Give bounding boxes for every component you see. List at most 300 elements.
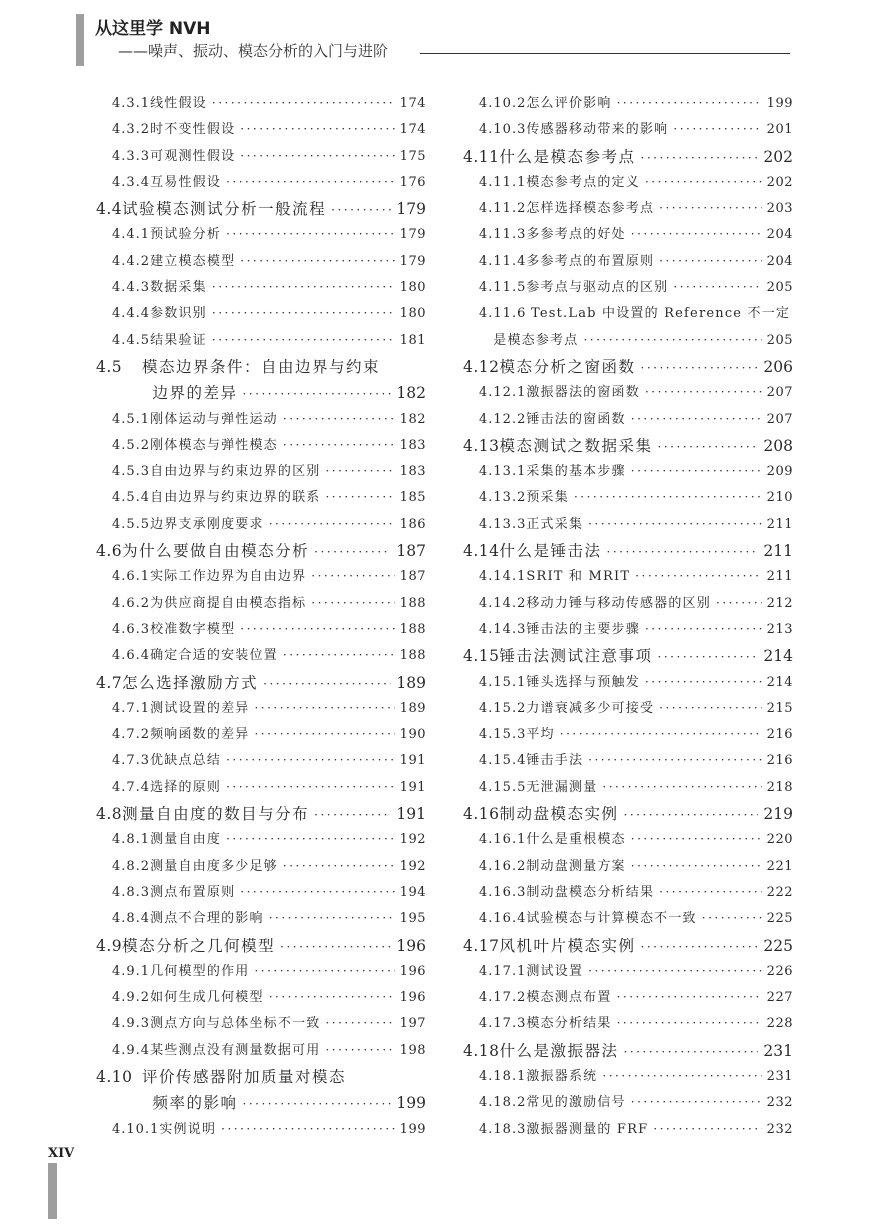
toc-entry-page: 188 bbox=[399, 621, 426, 637]
toc-entry-number: 4.12.2 bbox=[479, 411, 527, 427]
toc-leader-dots bbox=[560, 727, 762, 741]
toc-entry-page: 225 bbox=[763, 936, 793, 955]
toc-subsection-entry bbox=[463, 697, 793, 723]
toc-entry-title: 什么是锤击法 bbox=[499, 542, 602, 561]
toc-entry-number: 4.11.4 bbox=[479, 253, 527, 269]
toc-entry-title: 为什么要做自由模态分析 bbox=[122, 542, 310, 561]
toc-entry-number: 4.3.3 bbox=[112, 148, 151, 164]
toc-entry-page: 228 bbox=[766, 1016, 793, 1032]
toc-subsection-entry bbox=[96, 907, 426, 933]
toc-entry-title: 怎么评价影响 bbox=[526, 96, 612, 111]
toc-leader-dots bbox=[212, 96, 395, 110]
toc-leader-dots bbox=[240, 885, 394, 899]
toc-entry-number: 4.16.3 bbox=[479, 884, 527, 900]
toc-subsection-entry bbox=[96, 171, 426, 197]
toc-leader-dots bbox=[311, 569, 394, 583]
toc-subsection-entry bbox=[463, 1012, 793, 1038]
toc-subsection-entry bbox=[463, 618, 793, 644]
toc-entry-page: 179 bbox=[399, 227, 426, 243]
toc-entry-title: 测点方向与总体坐标不一致 bbox=[150, 1016, 321, 1032]
toc-subsection-entry bbox=[96, 828, 426, 854]
toc-leader-dots bbox=[635, 569, 761, 583]
toc-entry-title: 试验模态与计算模态不一致 bbox=[526, 911, 697, 927]
toc-entry-title: 为供应商提自由模态指标 bbox=[150, 595, 307, 611]
toc-subsection-entry bbox=[463, 486, 793, 512]
toc-subsection-entry bbox=[463, 960, 793, 986]
toc-entry-title: 什么是激振器法 bbox=[499, 1041, 619, 1060]
toc-section-entry bbox=[96, 802, 426, 828]
toc-leader-dots bbox=[631, 832, 762, 846]
toc-subsection-entry bbox=[96, 434, 426, 460]
toc-subsection-entry bbox=[96, 1118, 426, 1144]
toc-leader-dots bbox=[226, 832, 395, 846]
toc-entry-number: 4.3.1 bbox=[112, 96, 151, 111]
toc-entry-title: 互易性假设 bbox=[150, 174, 222, 190]
toc-entry-page: 215 bbox=[766, 700, 793, 716]
toc-entry-number: 4.16 bbox=[463, 805, 500, 824]
toc-entry-title: 测量自由度多少足够 bbox=[150, 858, 278, 874]
toc-leader-dots bbox=[226, 780, 395, 794]
toc-subsection-entry bbox=[463, 1091, 793, 1117]
toc-subsection-entry bbox=[96, 223, 426, 249]
toc-leader-dots bbox=[325, 1043, 394, 1057]
toc-entry-number: 4.4.5 bbox=[112, 332, 151, 348]
toc-entry-page: 186 bbox=[399, 516, 426, 532]
toc-leader-dots bbox=[588, 517, 762, 531]
toc-entry-number: 4.12 bbox=[463, 357, 500, 376]
toc-entry-number: 4.8.1 bbox=[112, 832, 151, 848]
toc-entry-number: 4.4.1 bbox=[112, 227, 151, 243]
toc-section-entry bbox=[463, 145, 793, 171]
toc-subsection-entry bbox=[96, 460, 426, 486]
toc-entry-title: 自由边界与约束边界的联系 bbox=[150, 490, 321, 506]
toc-entry-number: 4.14.2 bbox=[479, 595, 527, 611]
toc-entry-page: 231 bbox=[763, 1041, 793, 1060]
toc-entry-title: 可观测性假设 bbox=[150, 148, 236, 164]
toc-entry-title: 怎样选择模态参考点 bbox=[526, 201, 655, 217]
toc-entry-number: 4.13.1 bbox=[479, 464, 527, 480]
toc-entry-title: 结果验证 bbox=[150, 332, 207, 348]
toc-subsection-entry bbox=[463, 671, 793, 697]
toc-leader-dots bbox=[602, 780, 761, 794]
toc-subsection-entry bbox=[463, 171, 793, 197]
toc-entry-page: 216 bbox=[766, 753, 793, 769]
toc-subsection-entry bbox=[96, 276, 426, 302]
toc-leader-dots bbox=[283, 648, 395, 662]
toc-leader-dots bbox=[254, 701, 394, 715]
toc-entry-page: 187 bbox=[396, 542, 426, 561]
toc-entry-number: 4.15.3 bbox=[479, 727, 527, 743]
toc-subsection-entry bbox=[463, 381, 793, 407]
toc-subsection-entry bbox=[463, 986, 793, 1012]
toc-entry-title: 模态参考点的定义 bbox=[526, 174, 640, 190]
toc-entry-number: 4.3.2 bbox=[112, 122, 151, 138]
toc-leader-dots bbox=[254, 727, 394, 741]
toc-entry-number: 4.5.3 bbox=[112, 464, 151, 480]
toc-leader-dots bbox=[624, 1045, 759, 1059]
toc-entry-title: 测点布置原则 bbox=[150, 884, 236, 900]
toc-entry-page: 196 bbox=[399, 990, 426, 1006]
footer-side-bar bbox=[48, 1163, 57, 1219]
toc-section-entry bbox=[463, 934, 793, 960]
toc-leader-dots bbox=[283, 438, 395, 452]
toc-entry-number: 4.18.3 bbox=[479, 1121, 527, 1137]
toc-subsection-entry bbox=[96, 486, 426, 512]
toc-entry-page: 202 bbox=[763, 147, 793, 166]
toc-entry-number: 4.16.4 bbox=[479, 911, 527, 927]
toc-leader-dots bbox=[659, 201, 762, 215]
toc-entry-number: 4.17.1 bbox=[479, 963, 527, 979]
toc-entry-page: 204 bbox=[766, 253, 793, 269]
toc-entry-number: 4.17.3 bbox=[479, 1016, 527, 1032]
toc-entry-number: 4.6.3 bbox=[112, 621, 151, 637]
toc-entry-number: 4.5.4 bbox=[112, 490, 151, 506]
toc-leader-dots bbox=[631, 227, 762, 241]
toc-leader-dots bbox=[212, 306, 395, 320]
toc-entry-number: 4.9.4 bbox=[112, 1042, 151, 1058]
toc-entry-title: 测点不合理的影响 bbox=[150, 911, 264, 927]
toc-entry-page: 208 bbox=[763, 436, 793, 455]
toc-entry-page: 198 bbox=[399, 1042, 426, 1058]
toc-entry-page: 220 bbox=[766, 832, 793, 848]
toc-entry-title: 模态边界条件：自由边界与约束 bbox=[142, 357, 381, 376]
toc-entry-number: 4.17.2 bbox=[479, 990, 527, 1006]
toc-entry-title: 什么是模态参考点 bbox=[499, 147, 636, 166]
toc-subsection-entry bbox=[463, 592, 793, 618]
toc-entry-number: 4.11.1 bbox=[479, 174, 527, 190]
toc-section-entry bbox=[463, 644, 793, 670]
toc-entry-page: 226 bbox=[766, 963, 793, 979]
toc-entry-number: 4.10.2 bbox=[479, 96, 527, 111]
toc-entry-page: 232 bbox=[766, 1095, 793, 1111]
toc-entry-title: 评价传感器附加质量对模态 bbox=[142, 1067, 347, 1086]
toc-entry-page: 192 bbox=[399, 858, 426, 874]
toc-entry-page: 183 bbox=[399, 464, 426, 480]
toc-entry-number: 4.8.4 bbox=[112, 911, 151, 927]
toc-entry-number: 4.6.2 bbox=[112, 595, 151, 611]
toc-subsection-entry bbox=[96, 855, 426, 881]
toc-entry-number: 4.14.3 bbox=[479, 621, 527, 637]
toc-entry-title: 锤击法的主要步骤 bbox=[526, 621, 640, 637]
toc-entry-title: 模态测点布置 bbox=[526, 990, 612, 1006]
toc-entry-number: 4.17 bbox=[463, 936, 500, 955]
toc-section-entry bbox=[96, 381, 426, 407]
toc-entry-number: 4.7.4 bbox=[112, 779, 151, 795]
toc-entry-title: 多参考点的布置原则 bbox=[526, 253, 655, 269]
toc-entry-number: 4.10 bbox=[96, 1067, 133, 1086]
toc-subsection-entry bbox=[463, 250, 793, 276]
toc-subsection-entry bbox=[463, 197, 793, 223]
toc-entry-number: 4.5.2 bbox=[112, 437, 151, 453]
toc-entry-title: 线性假设 bbox=[150, 96, 207, 111]
toc-leader-dots bbox=[641, 151, 759, 165]
toc-leader-dots bbox=[283, 412, 395, 426]
toc-entry-number: 4.15.5 bbox=[479, 779, 527, 795]
toc-entry-page: 225 bbox=[766, 911, 793, 927]
toc-entry-page: 188 bbox=[399, 595, 426, 611]
toc-entry-page: 232 bbox=[766, 1121, 793, 1137]
toc-entry-page: 216 bbox=[766, 727, 793, 743]
toc-entry-number: 4.9.2 bbox=[112, 990, 151, 1006]
toc-entry-title: 多参考点的好处 bbox=[526, 227, 626, 243]
toc-entry-title: 预试验分析 bbox=[150, 227, 222, 243]
toc-entry-number: 4.9.3 bbox=[112, 1016, 151, 1032]
toc-entry-title: 什么是重根模态 bbox=[526, 832, 626, 848]
toc-entry-page: 210 bbox=[766, 490, 793, 506]
toc-entry-number: 4.13.3 bbox=[479, 516, 527, 532]
toc-entry-page: 176 bbox=[399, 174, 426, 190]
toc-leader-dots bbox=[617, 1016, 762, 1030]
toc-leader-dots bbox=[212, 333, 395, 347]
toc-subsection-entry bbox=[96, 92, 426, 118]
toc-entry-number: 4.7.3 bbox=[112, 753, 151, 769]
toc-entry-page: 183 bbox=[399, 437, 426, 453]
toc-subsection-entry bbox=[463, 565, 793, 591]
toc-leader-dots bbox=[617, 990, 762, 1004]
toc-entry-page: 213 bbox=[766, 621, 793, 637]
toc-entry-page: 227 bbox=[766, 990, 793, 1006]
toc-entry-title: 建立模态模型 bbox=[150, 253, 236, 269]
toc-leader-dots bbox=[607, 545, 759, 559]
toc-entry-number: 4.4.4 bbox=[112, 306, 151, 322]
toc-entry-title: 测量自由度的数目与分布 bbox=[122, 805, 310, 824]
toc-subsection-entry bbox=[463, 1118, 793, 1144]
toc-leader-dots bbox=[588, 753, 762, 767]
header-side-bar bbox=[76, 14, 84, 66]
toc-entry-number: 4.10.3 bbox=[479, 122, 527, 138]
toc-entry-title: 移动力锤与移动传感器的区别 bbox=[526, 595, 711, 611]
toc-entry-page: 231 bbox=[766, 1068, 793, 1084]
toc-entry-page: 199 bbox=[399, 1121, 426, 1137]
toc-entry-page: 189 bbox=[396, 673, 426, 692]
toc-entry-title: 风机叶片模态实例 bbox=[499, 936, 636, 955]
toc-subsection-entry bbox=[96, 408, 426, 434]
toc-entry-title: 试验模态测试分析一般流程 bbox=[122, 200, 327, 219]
toc-subsection-entry bbox=[96, 145, 426, 171]
toc-subsection-entry bbox=[463, 408, 793, 434]
toc-entry-number: 4.13.2 bbox=[479, 490, 527, 506]
toc-entry-page: 205 bbox=[766, 332, 793, 348]
toc-entry-page: 205 bbox=[766, 280, 793, 296]
toc-section-entry bbox=[96, 1065, 426, 1091]
toc-leader-dots bbox=[240, 149, 394, 163]
toc-entry-number: 4.13 bbox=[463, 436, 500, 455]
toc-leader-dots bbox=[269, 911, 395, 925]
toc-leader-dots bbox=[673, 280, 761, 294]
header-rule bbox=[420, 53, 790, 54]
toc-leader-dots bbox=[583, 333, 761, 347]
toc-leader-dots bbox=[240, 254, 394, 268]
toc-entry-title: 是模态参考点 bbox=[493, 332, 579, 348]
toc-entry-page: 196 bbox=[399, 963, 426, 979]
toc-leader-dots bbox=[325, 1016, 394, 1030]
toc-subsection-entry bbox=[463, 749, 793, 775]
toc-subsection-entry bbox=[463, 302, 793, 328]
toc-leader-dots bbox=[641, 361, 759, 375]
toc-entry-page: 211 bbox=[766, 516, 793, 532]
toc-leader-dots bbox=[631, 859, 762, 873]
toc-subsection-entry bbox=[96, 776, 426, 802]
toc-entry-page: 179 bbox=[399, 253, 426, 269]
toc-entry-page: 191 bbox=[399, 753, 426, 769]
toc-entry-title: 传感器移动带来的影响 bbox=[526, 122, 669, 138]
toc-entry-number: 4.8.3 bbox=[112, 884, 151, 900]
toc-subsection-entry bbox=[96, 749, 426, 775]
toc-leader-dots bbox=[645, 385, 762, 399]
toc-section-entry bbox=[96, 1091, 426, 1117]
toc-entry-number: 4.16.2 bbox=[479, 858, 527, 874]
toc-subsection-entry bbox=[463, 776, 793, 802]
toc-entry-title: 激振器测量的 FRF bbox=[526, 1121, 649, 1137]
toc-leader-dots bbox=[221, 1122, 395, 1136]
toc-section-entry bbox=[463, 434, 793, 460]
toc-entry-number: 4.3.4 bbox=[112, 174, 151, 190]
toc-leader-dots bbox=[645, 622, 762, 636]
toc-leader-dots bbox=[658, 440, 759, 454]
toc-leader-dots bbox=[240, 622, 394, 636]
toc-entry-page: 180 bbox=[399, 306, 426, 322]
toc-leader-dots bbox=[243, 1097, 392, 1111]
toc-entry-number: 4.14 bbox=[463, 542, 500, 561]
toc-entry-title: 无泄漏测量 bbox=[526, 779, 598, 795]
toc-leader-dots bbox=[653, 1122, 761, 1136]
toc-entry-title: 选择的原则 bbox=[150, 779, 222, 795]
toc-entry-title: 如何生成几何模型 bbox=[150, 990, 264, 1006]
toc-leader-dots bbox=[641, 940, 759, 954]
toc-entry-title: 制动盘模态分析结果 bbox=[526, 884, 655, 900]
toc-entry-page: 209 bbox=[766, 464, 793, 480]
toc-entry-page: 218 bbox=[766, 779, 793, 795]
toc-entry-title: SRIT 和 MRIT bbox=[526, 569, 631, 585]
toc-entry-page: 221 bbox=[766, 858, 793, 874]
toc-entry-page: 187 bbox=[399, 569, 426, 585]
toc-leader-dots bbox=[314, 545, 391, 559]
toc-entry-page: 199 bbox=[396, 1094, 426, 1113]
toc-entry-title: 常见的激励信号 bbox=[526, 1095, 626, 1111]
toc-leader-dots bbox=[631, 464, 762, 478]
toc-entry-title: 锤击法的窗函数 bbox=[526, 411, 626, 427]
toc-entry-title: 模态测试之数据采集 bbox=[499, 436, 653, 455]
toc-entry-page: 211 bbox=[763, 542, 793, 561]
toc-section-entry bbox=[96, 934, 426, 960]
toc-entry-page: 207 bbox=[766, 385, 793, 401]
toc-entry-title: 时不变性假设 bbox=[150, 122, 236, 138]
toc-entry-page: 203 bbox=[766, 201, 793, 217]
toc-leader-dots bbox=[624, 808, 759, 822]
toc-entry-title: 激振器系统 bbox=[526, 1068, 598, 1084]
toc-leader-dots bbox=[314, 808, 391, 822]
toc-entry-page: 212 bbox=[766, 595, 793, 611]
toc-leader-dots bbox=[673, 122, 761, 136]
toc-entry-title: 模态分析结果 bbox=[526, 1016, 612, 1032]
toc-entry-number: 4.18.1 bbox=[479, 1068, 527, 1084]
toc-entry-number: 4.4.3 bbox=[112, 280, 151, 296]
toc-entry-page: 179 bbox=[396, 200, 426, 219]
toc-subsection-entry bbox=[96, 881, 426, 907]
toc-subsection-entry bbox=[463, 513, 793, 539]
toc-entry-title: 频响函数的差异 bbox=[150, 727, 250, 743]
toc-entry-number: 4.11 bbox=[463, 147, 500, 166]
toc-entry-page: 192 bbox=[399, 832, 426, 848]
toc-leader-dots bbox=[226, 175, 395, 189]
toc-entry-title: 某些测点没有测量数据可用 bbox=[150, 1042, 321, 1058]
toc-entry-page: 211 bbox=[766, 569, 793, 585]
toc-entry-number: 4.18.2 bbox=[479, 1095, 527, 1111]
toc-entry-page: 214 bbox=[763, 647, 793, 666]
toc-leader-dots bbox=[331, 203, 391, 217]
toc-leader-dots bbox=[716, 596, 762, 610]
toc-leader-dots bbox=[631, 412, 762, 426]
toc-subsection-entry bbox=[96, 1012, 426, 1038]
toc-leader-dots bbox=[240, 122, 394, 136]
toc-entry-number: 4.4.2 bbox=[112, 253, 151, 269]
toc-entry-number: 4.7 bbox=[96, 673, 123, 692]
toc-leader-dots bbox=[212, 280, 395, 294]
toc-entry-title: 测量自由度 bbox=[150, 832, 222, 848]
toc-entry-page: 190 bbox=[399, 727, 426, 743]
toc-leader-dots bbox=[269, 990, 395, 1004]
toc-leader-dots bbox=[631, 1095, 762, 1109]
toc-column-left bbox=[96, 92, 426, 1144]
toc-leader-dots bbox=[243, 387, 392, 401]
toc-leader-dots bbox=[283, 859, 395, 873]
toc-entry-title: Test.Lab 中设置的 Reference 不一定 bbox=[531, 306, 791, 322]
toc-entry-title: 边界支承刚度要求 bbox=[150, 516, 264, 532]
toc-entry-title: 参数识别 bbox=[150, 306, 207, 322]
toc-entry-title: 怎么选择激励方式 bbox=[122, 673, 259, 692]
toc-subsection-entry bbox=[463, 855, 793, 881]
toc-entry-title: 力谱衰减多少可接受 bbox=[526, 700, 655, 716]
toc-entry-number: 4.8.2 bbox=[112, 858, 151, 874]
toc-subsection-entry bbox=[463, 907, 793, 933]
toc-entry-number: 4.6.4 bbox=[112, 648, 151, 664]
toc-entry-title: 参考点与驱动点的区别 bbox=[526, 280, 669, 296]
toc-entry-title: 正式采集 bbox=[526, 516, 584, 532]
toc-entry-number: 4.10.1 bbox=[112, 1121, 160, 1137]
toc-entry-title: 预采集 bbox=[526, 490, 569, 506]
toc-entry-page: 189 bbox=[399, 700, 426, 716]
toc-leader-dots bbox=[702, 911, 762, 925]
toc-entry-page: 222 bbox=[766, 884, 793, 900]
toc-entry-page: 201 bbox=[766, 122, 793, 138]
toc-entry-title: 数据采集 bbox=[150, 280, 207, 296]
toc-leader-dots bbox=[226, 753, 395, 767]
toc-entry-title: 锤头选择与预触发 bbox=[526, 674, 640, 690]
toc-entry-title: 制动盘测量方案 bbox=[526, 858, 626, 874]
toc-entry-page: 204 bbox=[766, 227, 793, 243]
toc-leader-dots bbox=[574, 490, 762, 504]
toc-entry-number: 4.16.1 bbox=[479, 832, 527, 848]
toc-entry-page: 174 bbox=[399, 96, 426, 111]
toc-subsection-entry bbox=[96, 302, 426, 328]
toc-subsection-entry bbox=[96, 644, 426, 670]
toc-entry-number: 4.9 bbox=[96, 936, 123, 955]
toc-entry-page: 207 bbox=[766, 411, 793, 427]
toc-entry-number: 4.7.2 bbox=[112, 727, 151, 743]
toc-leader-dots bbox=[325, 464, 394, 478]
toc-entry-title: 平均 bbox=[526, 727, 555, 743]
toc-subsection-entry bbox=[463, 828, 793, 854]
toc-subsection-entry bbox=[96, 592, 426, 618]
toc-entry-page: 175 bbox=[399, 148, 426, 164]
toc-entry-number: 4.12.1 bbox=[479, 385, 527, 401]
toc-entry-page: 196 bbox=[396, 936, 426, 955]
toc-leader-dots bbox=[645, 175, 762, 189]
toc-subsection-entry bbox=[463, 460, 793, 486]
toc-entry-number: 4.11.3 bbox=[479, 227, 527, 243]
toc-leader-dots bbox=[263, 677, 391, 691]
toc-leader-dots bbox=[659, 885, 762, 899]
